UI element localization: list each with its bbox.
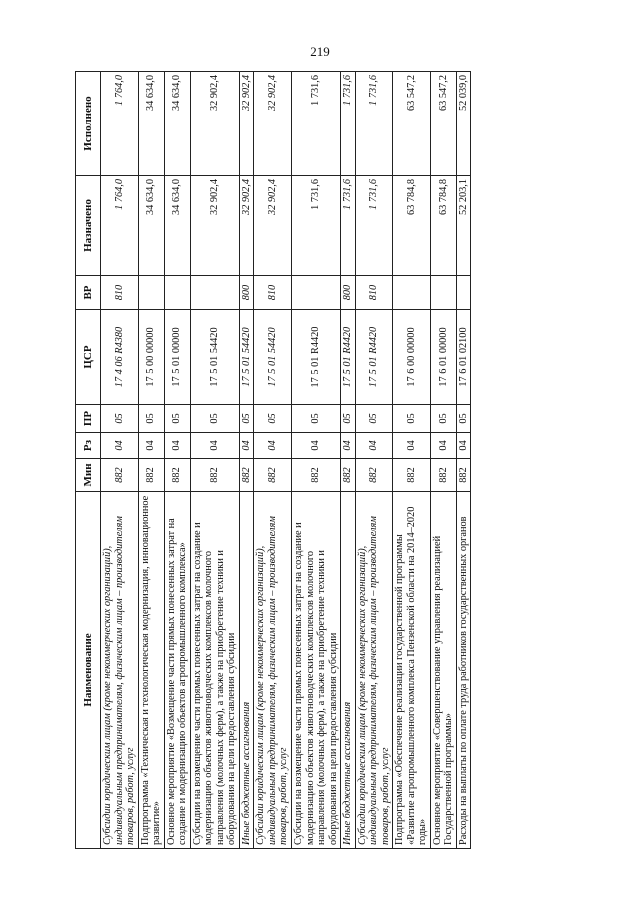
cell-min: 882 <box>291 459 340 492</box>
header-vr: ВР <box>76 276 101 310</box>
cell-csr: 17 5 01 54420 <box>190 310 239 405</box>
cell-pr: 05 <box>430 405 456 433</box>
table-row <box>138 72 164 849</box>
cell-name: Подпрограмма «Техническая и технологическая модернизация, инновационное развитие» <box>138 492 164 849</box>
cell-assigned: 1 731,6 <box>355 176 393 276</box>
cell-csr: 17 5 01 R4420 <box>291 310 340 405</box>
cell-executed: 32 902,4 <box>190 72 239 176</box>
table-row <box>430 72 456 849</box>
cell-vr <box>393 276 431 310</box>
cell-name: Основное мероприятие «Возмещение части прямых понесенных затрат на создание и модернизацию объектов агропромышленного комплекса» <box>164 492 190 849</box>
cell-executed: 32 902,4 <box>254 72 292 176</box>
budget-table <box>75 71 471 849</box>
cell-min: 882 <box>190 459 239 492</box>
cell-rz: 04 <box>456 433 471 459</box>
cell-csr: 17 4 06 R4380 <box>101 310 139 405</box>
header-pr: ПР <box>76 405 101 433</box>
cell-pr: 05 <box>355 405 393 433</box>
cell-rz: 04 <box>239 433 254 459</box>
cell-name: Субсидии юридическим лицам (кроме некоммерческих организаций), индивидуальным предпринимателям, физическим лицам – производителям товаров, работ, услуг <box>101 492 139 849</box>
cell-executed: 1 731,6 <box>291 72 340 176</box>
cell-name: Субсидии на возмещение части прямых понесенных затрат на создание и модернизацию объектов животноводческих комплексов молочного направления (молочных ферм), а также на приобретение техники и оборудования на цели предоставления субсидии <box>190 492 239 849</box>
cell-assigned: 34 634,0 <box>164 176 190 276</box>
table-row <box>291 72 340 849</box>
cell-rz: 04 <box>393 433 431 459</box>
cell-vr <box>291 276 340 310</box>
cell-vr <box>164 276 190 310</box>
table-row <box>164 72 190 849</box>
cell-executed: 32 902,4 <box>239 72 254 176</box>
header-assigned: Назначено <box>76 176 101 276</box>
cell-rz: 04 <box>254 433 292 459</box>
cell-csr: 17 6 00 00000 <box>393 310 431 405</box>
cell-min: 882 <box>355 459 393 492</box>
cell-vr: 800 <box>341 276 356 310</box>
table-row <box>393 72 431 849</box>
cell-rz: 04 <box>430 433 456 459</box>
cell-rz: 04 <box>291 433 340 459</box>
cell-vr: 810 <box>355 276 393 310</box>
cell-min: 882 <box>239 459 254 492</box>
cell-csr: 17 5 01 R4420 <box>355 310 393 405</box>
cell-executed: 63 547,2 <box>430 72 456 176</box>
cell-assigned: 63 784,8 <box>393 176 431 276</box>
cell-executed: 52 039,0 <box>456 72 471 176</box>
rotated-table-container <box>75 72 562 849</box>
cell-min: 882 <box>138 459 164 492</box>
cell-csr: 17 6 01 02100 <box>456 310 471 405</box>
cell-rz: 04 <box>138 433 164 459</box>
header-executed: Исполнено <box>76 72 101 176</box>
cell-pr: 05 <box>254 405 292 433</box>
cell-vr <box>430 276 456 310</box>
cell-csr: 17 5 01 R4420 <box>341 310 356 405</box>
cell-name: Субсидии юридическим лицам (кроме некоммерческих организаций), индивидуальным предпринимателям, физическим лицам – производителям товаров, работ, услуг <box>355 492 393 849</box>
page-number: 219 <box>310 44 330 59</box>
cell-csr: 17 5 01 54420 <box>254 310 292 405</box>
cell-min: 882 <box>341 459 356 492</box>
table-row <box>190 72 239 849</box>
cell-assigned: 32 902,4 <box>190 176 239 276</box>
table-row <box>355 72 393 849</box>
cell-executed: 1 731,6 <box>355 72 393 176</box>
cell-pr: 05 <box>393 405 431 433</box>
cell-rz: 04 <box>190 433 239 459</box>
cell-assigned: 63 784,8 <box>430 176 456 276</box>
cell-min: 882 <box>101 459 139 492</box>
cell-vr <box>456 276 471 310</box>
cell-min: 882 <box>456 459 471 492</box>
cell-executed: 1 764,0 <box>101 72 139 176</box>
cell-name: Основное мероприятие «Совершенствование управления реализацией Государственной программы» <box>430 492 456 849</box>
header-name: Наименование <box>76 492 101 849</box>
cell-vr <box>190 276 239 310</box>
cell-assigned: 34 634,0 <box>138 176 164 276</box>
cell-vr: 810 <box>254 276 292 310</box>
table-row <box>341 72 356 849</box>
cell-rz: 04 <box>164 433 190 459</box>
cell-min: 882 <box>164 459 190 492</box>
cell-pr: 05 <box>164 405 190 433</box>
cell-executed: 34 634,0 <box>164 72 190 176</box>
cell-name: Расходы на выплаты по оплате труда работников государственных органов <box>456 492 471 849</box>
cell-assigned: 32 902,4 <box>239 176 254 276</box>
cell-vr: 810 <box>101 276 139 310</box>
cell-name: Иные бюджетные ассигнования <box>341 492 356 849</box>
table-row <box>456 72 471 849</box>
cell-name: Субсидии на возмещение части прямых понесенных затрат на создание и модернизацию объектов животноводческих комплексов молочного направления (молочных ферм), а также на приобретение техники и оборудования на цели предоставления субсидии <box>291 492 340 849</box>
cell-min: 882 <box>430 459 456 492</box>
table-row <box>254 72 292 849</box>
header-csr: ЦСР <box>76 310 101 405</box>
table-row <box>239 72 254 849</box>
cell-executed: 63 547,2 <box>393 72 431 176</box>
cell-min: 882 <box>254 459 292 492</box>
cell-pr: 05 <box>456 405 471 433</box>
header-min: Мин <box>76 459 101 492</box>
cell-pr: 05 <box>138 405 164 433</box>
table-header-row <box>76 72 101 849</box>
rotated-table-area <box>75 72 562 849</box>
cell-assigned: 1 731,6 <box>291 176 340 276</box>
cell-name: Иные бюджетные ассигнования <box>239 492 254 849</box>
cell-csr: 17 6 01 00000 <box>430 310 456 405</box>
cell-pr: 05 <box>291 405 340 433</box>
cell-vr: 800 <box>239 276 254 310</box>
cell-rz: 04 <box>355 433 393 459</box>
cell-csr: 17 5 01 54420 <box>239 310 254 405</box>
cell-name: Субсидии юридическим лицам (кроме некоммерческих организаций), индивидуальным предпринимателям, физическим лицам – производителям товаров, работ, услуг <box>254 492 292 849</box>
table-row <box>101 72 139 849</box>
cell-assigned: 1 731,6 <box>341 176 356 276</box>
cell-executed: 1 731,6 <box>341 72 356 176</box>
cell-pr: 05 <box>239 405 254 433</box>
cell-assigned: 1 764,0 <box>101 176 139 276</box>
header-rz: Рз <box>76 433 101 459</box>
cell-name: Подпрограмма «Обеспечение реализации государственной программы «Развитие агропромышленного комплекса Пензенской области на 2014–2020 годы» <box>393 492 431 849</box>
cell-rz: 04 <box>101 433 139 459</box>
cell-assigned: 32 902,4 <box>254 176 292 276</box>
cell-rz: 04 <box>341 433 356 459</box>
cell-vr <box>138 276 164 310</box>
cell-min: 882 <box>393 459 431 492</box>
cell-assigned: 52 203,1 <box>456 176 471 276</box>
cell-pr: 05 <box>101 405 139 433</box>
cell-csr: 17 5 00 00000 <box>138 310 164 405</box>
cell-pr: 05 <box>341 405 356 433</box>
cell-executed: 34 634,0 <box>138 72 164 176</box>
cell-pr: 05 <box>190 405 239 433</box>
table-body <box>101 72 471 849</box>
cell-csr: 17 5 01 00000 <box>164 310 190 405</box>
